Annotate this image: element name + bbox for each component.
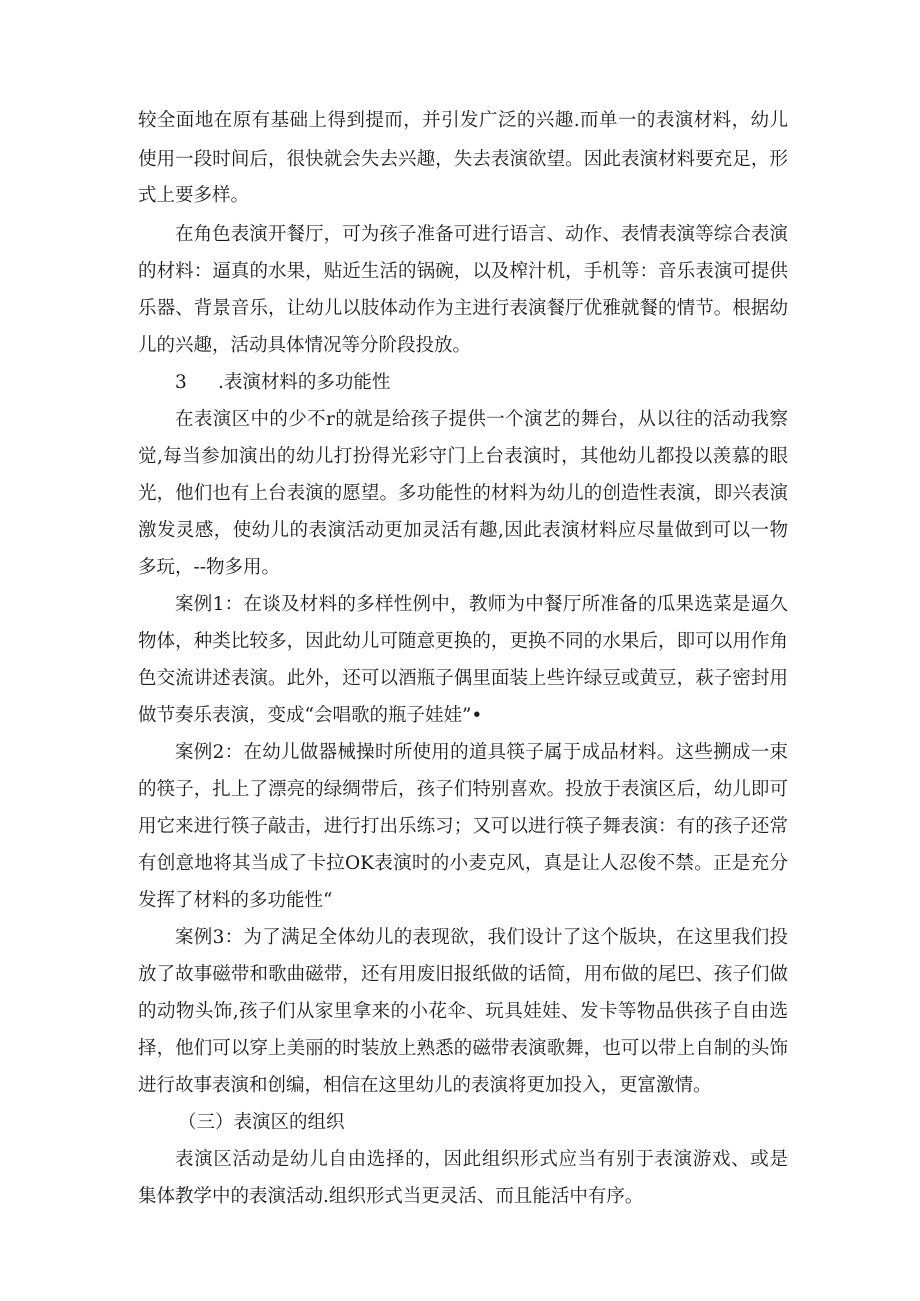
text-line: 在角色表演开餐厅，可为孩子准备可进行语言、动作、表情表演等综合表演 bbox=[175, 224, 788, 245]
text-line: 案例3：为了满足全体幼儿的表现欲，我们设计了这个版块，在这里我们投 bbox=[175, 927, 788, 948]
text-line: 进行故事表演和创编，相信在这里幼儿的表演将更加投入，更富激情。 bbox=[138, 1075, 712, 1096]
text-line: 多玩，--物多用。 bbox=[138, 557, 281, 578]
text-line: 做节奏乐表演，变成“会唱歌的瓶子娃娃”• bbox=[138, 705, 483, 726]
text-line: 用它来进行筷子敲击，进行打出乐练习；又可以进行筷子舞表演：有的孩子还常 bbox=[138, 816, 788, 837]
text-line: 案例2：在幼儿做器械操时所使用的道具筷子属于成品材料。这些搠成一束 bbox=[175, 742, 788, 763]
text-line: 儿的兴趣，活动具体情况等分阶段投放。 bbox=[138, 335, 472, 356]
text-line: 乐器、背景音乐，让幼儿以肢体动作为主进行表演餐厅优雅就餐的情节。根据幼 bbox=[138, 298, 788, 319]
text-line: 激发灵感，使幼儿的表演活动更加灵活有趣,因此表演材料应尽量做到可以一物 bbox=[138, 520, 788, 541]
text-line: 的动物头饰,孩子们从家里拿来的小花伞、玩具娃娃、发卡等物品供孩子自由选 bbox=[138, 1001, 788, 1022]
text-line: 式上要多样。 bbox=[138, 185, 250, 206]
text-line: 择，他们可以穿上美丽的时装放上熟悉的磁带表演歌舞，也可以带上自制的头饰 bbox=[138, 1038, 788, 1059]
text-line: 物体，种类比较多，因此幼儿可随意更换的，更换不同的水果后，即可以用作角 bbox=[138, 631, 788, 652]
section-heading: （三）表演区的组织 bbox=[178, 1112, 345, 1133]
text-line: 发挥了材料的多功能性“ bbox=[138, 890, 333, 911]
text-line: 较全面地在原有基础上得到提而，并引发广泛的兴趣.而单一的表演材料，幼儿 bbox=[138, 110, 788, 131]
text-line: 集体教学中的表演活动.组织形式当更灵活、而且能活中有序。 bbox=[138, 1186, 644, 1207]
text-line: 使用一段时间后，很快就会失去兴趣，失去表演欲望。因此表演材料要充足，形 bbox=[138, 149, 788, 170]
section-number: 3 bbox=[175, 372, 187, 393]
text-line: 觉,每当参加演出的幼儿打扮得光彩守门上台表演时，其他幼儿都投以羡慕的眼 bbox=[138, 446, 788, 467]
text-line: 有创意地将其当成了卡拉OK表演时的小麦克风，真是让人忍俊不禁。正是充分 bbox=[138, 853, 788, 874]
text-line: 光，他们也有上台表演的愿望。多功能性的材料为幼儿的创造性表演，即兴表演 bbox=[138, 483, 788, 504]
text-line: 在表演区中的少不r的就是给孩子提供一个演艺的舞台，从以往的活动我察 bbox=[175, 409, 788, 430]
section-heading: .表演材料的多功能性 bbox=[218, 372, 391, 393]
text-line: 的材料：逼真的水果，贴近生活的锅碗，以及榨汁机，手机等：音乐表演可提供 bbox=[138, 261, 788, 282]
text-line: 色交流讲述表演。此外，还可以酒瓶子偶里面装上些许绿豆或黄豆，萩子密封用 bbox=[138, 668, 788, 689]
text-line: 案例1：在谈及材料的多样性例中，教师为中餐厅所准备的瓜果选菜是逼久 bbox=[175, 594, 788, 615]
text-line: 表演区活动是幼儿自由选择的，因此组织形式应当有别于表演游戏、或是 bbox=[175, 1149, 788, 1170]
text-line: 放了故事磁带和歌曲磁带，还有用废旧报纸做的话简，用布做的尾巴、孩子们做 bbox=[138, 964, 788, 985]
text-line: 的筷子，扎上了漂亮的绿绸带后，孩子们特别喜欢。投放于表演区后，幼儿即可 bbox=[138, 779, 788, 800]
